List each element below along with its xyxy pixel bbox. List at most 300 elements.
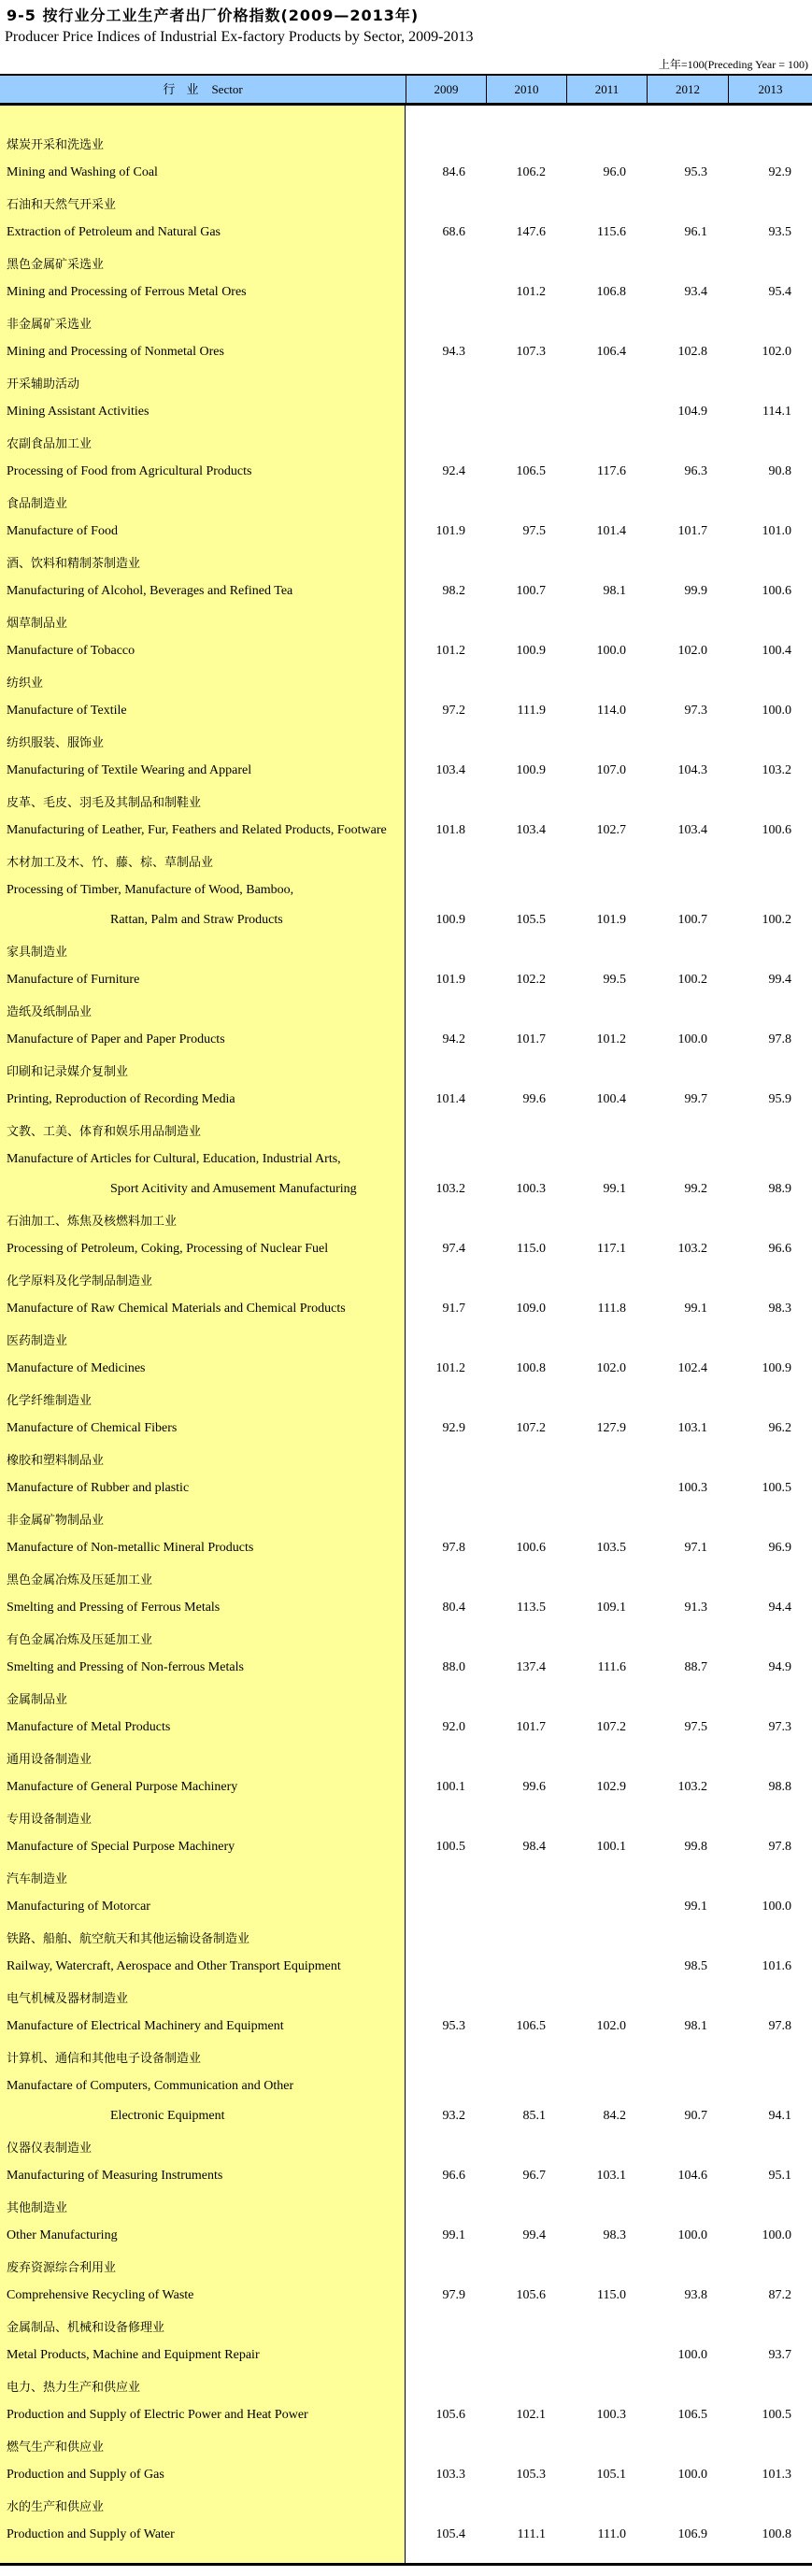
value-cell: 114.0 [597,704,626,718]
value-cell: 102.0 [596,1361,626,1375]
table-row-line [0,1743,812,1772]
sector-name-zh: 食品制造业 [7,496,68,511]
value-cell: 92.9 [768,165,791,179]
value-cell: 99.1 [684,1900,707,1914]
value-cell: 101.7 [516,1032,546,1046]
value-cell: 90.8 [768,464,791,478]
table-row-line [0,2012,812,2042]
value-cell: 98.8 [768,1780,791,1794]
value-cell: 105.6 [516,2288,546,2302]
table-row-line [0,427,812,457]
value-cell: 100.5 [762,1481,791,1495]
value-cell: 97.8 [768,1840,791,1854]
sector-name-en: Mining Assistant Activities [7,405,150,419]
value-cell: 102.0 [596,2019,626,2033]
value-cell: 117.6 [597,464,626,478]
value-cell: 99.1 [684,1302,707,1316]
table-row-line [0,1653,812,1683]
value-cell: 103.2 [677,1242,707,1256]
sector-name-zh: 仪器仪表制造业 [7,2141,93,2156]
value-cell: 103.2 [677,1780,707,1794]
sector-name-zh: 造纸及纸制品业 [7,1004,93,1019]
sector-name-en: Mining and Processing of Ferrous Metal Ores [7,285,247,299]
value-cell: 93.4 [684,285,707,299]
sector-name-zh: 电力、热力生产和供应业 [7,2380,141,2395]
value-cell: 105.3 [516,2468,546,2482]
table-row-line [0,1862,812,1892]
value-cell: 101.2 [516,285,546,299]
value-cell: 103.2 [435,1182,465,1196]
value-cell: 100.0 [677,2468,707,2482]
value-cell: 97.9 [442,2288,465,2302]
sector-name-zh: 汽车制造业 [7,1872,68,1886]
sector-name-en: Manufacture of Textile [7,704,127,718]
table-row-line [0,696,812,726]
value-cell: 103.1 [596,2169,626,2183]
value-cell: 103.5 [596,1541,626,1555]
value-cell: 100.3 [516,1182,546,1196]
table-row-line [0,1563,812,1593]
value-cell: 101.7 [677,524,707,538]
table-row-line [0,666,812,696]
table-row-line [0,1294,812,1324]
value-cell: 99.7 [684,1092,707,1106]
table-row-line [0,248,812,278]
value-cell: 100.5 [435,1840,465,1854]
value-cell: 91.3 [684,1601,707,1615]
table-row-line [0,278,812,307]
value-cell: 100.6 [762,823,791,837]
sector-name-zh: 水的生产和供应业 [7,2499,105,2514]
value-cell: 93.2 [442,2109,465,2123]
sector-name-en: Manufacture of Articles for Cultural, Education, Industrial Arts, [7,1152,341,1166]
value-cell: 100.5 [762,2408,791,2422]
value-cell: 98.1 [684,2019,707,2033]
ppi-table [0,74,812,2566]
value-cell: 92.9 [442,1421,465,1435]
value-cell: 111.1 [517,2527,546,2541]
value-cell: 96.3 [684,464,707,478]
value-cell: 106.5 [516,464,546,478]
value-cell: 100.1 [435,1780,465,1794]
value-cell: 100.7 [516,584,546,598]
table-row-line [0,1503,812,1533]
value-cell: 105.4 [435,2527,465,2541]
value-cell: 95.3 [442,2019,465,2033]
sector-name-en: Other Manufacturing [7,2228,118,2242]
value-cell: 101.4 [435,1092,465,1106]
table-row-line [0,2311,812,2341]
value-cell: 99.2 [684,1182,707,1196]
value-cell: 88.0 [442,1660,465,1674]
value-cell: 101.3 [762,2468,791,2482]
value-cell: 99.5 [603,973,626,987]
value-cell: 96.6 [442,2169,465,2183]
value-cell: 96.1 [684,225,707,239]
value-cell: 98.3 [603,2228,626,2242]
value-cell: 97.3 [684,704,707,718]
value-cell: 147.6 [516,225,546,239]
value-cell: 99.4 [768,973,791,987]
table-row-line [0,487,812,517]
value-cell: 98.5 [684,1959,707,1973]
value-cell: 100.6 [762,584,791,598]
sector-name-zh: 金属制品业 [7,1692,68,1707]
value-cell: 100.4 [762,644,791,658]
sector-name-en: Manufacture of Rubber and plastic [7,1481,190,1495]
value-cell: 97.2 [442,704,465,718]
table-row-line [0,935,812,965]
table-row-line [0,2520,812,2550]
value-cell: 100.9 [762,1361,791,1375]
table-row-line [0,1533,812,1563]
table-row-line [0,1145,812,1174]
table-row-line [0,2071,812,2101]
table-row-line [0,1772,812,1802]
value-cell: 103.1 [677,1421,707,1435]
value-cell: 85.1 [522,2109,546,2123]
table-row-line [0,158,812,188]
sector-name-en: Manufacture of Paper and Paper Products [7,1032,225,1046]
value-cell: 102.2 [516,973,546,987]
header-cell-year-2010: 2010 [486,76,566,103]
header-cell-year-2013: 2013 [728,76,812,103]
sector-name-en: Mining and Processing of Nonmetal Ores [7,345,224,359]
sector-name-en: Manufacture of Medicines [7,1361,146,1375]
value-cell: 117.1 [597,1242,626,1256]
table-row-line [0,1085,812,1115]
table-row-line [0,2370,812,2400]
table-row-line [0,1922,812,1952]
table-row-line [0,1444,812,1473]
page-title-zh: 9-5 按行业分工业生产者出厂价格指数(2009—2013年) [7,7,420,24]
value-cell: 91.7 [442,1302,465,1316]
value-cell: 84.2 [603,2109,626,2123]
sector-name-en: Manufacture of Food [7,524,118,538]
value-cell: 127.9 [596,1421,626,1435]
value-cell: 100.9 [435,913,465,927]
sector-name-zh: 化学原料及化学制品制造业 [7,1274,153,1288]
value-cell: 100.0 [762,704,791,718]
sector-name-zh: 木材加工及木、竹、藤、棕、草制品业 [7,855,214,870]
header-sector-zh: 行 业 [163,83,203,97]
value-cell: 98.4 [522,1840,546,1854]
value-cell: 100.8 [762,2527,791,2541]
value-cell: 98.9 [768,1182,791,1196]
table-row-line [0,1683,812,1713]
value-cell: 115.0 [517,1242,546,1256]
table-row-line [0,128,812,158]
value-cell: 103.2 [762,763,791,777]
value-cell: 99.6 [522,1092,546,1106]
sector-name-zh: 石油加工、炼焦及核燃料加工业 [7,1214,178,1229]
value-cell: 104.6 [677,2169,707,2183]
table-row-line [0,218,812,248]
value-cell: 101.2 [435,1361,465,1375]
table-row-line [0,367,812,397]
table-row-line [0,1234,812,1264]
value-cell: 111.0 [597,2527,626,2541]
table-row-line [0,1264,812,1294]
table-row-line [0,786,812,816]
sector-name-en: Manufacture of General Purpose Machinery [7,1780,238,1794]
value-cell: 92.4 [442,464,465,478]
value-cell: 87.2 [768,2288,791,2302]
table-row-line [0,2221,812,2251]
table-row-line [0,2101,812,2131]
value-cell: 94.3 [442,345,465,359]
value-cell: 111.6 [597,1660,626,1674]
sector-name-zh: 燃气生产和供应业 [7,2440,105,2455]
value-cell: 97.8 [442,1541,465,1555]
value-cell: 101.6 [762,1959,791,1973]
table-row-line [0,1324,812,1354]
sector-name-en: Smelting and Pressing of Ferrous Metals [7,1601,221,1615]
sector-name-en: Production and Supply of Electric Power and Heat Power [7,2408,308,2422]
sector-name-en: Electronic Equipment [110,2109,225,2123]
table-row-line [0,2430,812,2460]
value-cell: 99.8 [684,1840,707,1854]
sector-name-zh: 橡胶和塑料制品业 [7,1453,105,1468]
value-cell: 107.3 [516,345,546,359]
sector-name-en: Comprehensive Recycling of Waste [7,2288,194,2302]
sector-name-zh: 皮革、毛皮、羽毛及其制品和制鞋业 [7,795,202,810]
header-sector-en: Sector [211,82,243,96]
table-row-line [0,726,812,756]
sector-name-zh: 医药制造业 [7,1333,68,1348]
value-cell: 95.4 [768,285,791,299]
table-row-line [0,188,812,218]
value-cell: 100.6 [516,1541,546,1555]
table-row-line [0,1115,812,1145]
value-cell: 100.2 [677,973,707,987]
table-row-line [0,457,812,487]
value-cell: 100.3 [677,1481,707,1495]
value-cell: 102.7 [596,823,626,837]
table-row-line [0,1055,812,1085]
sector-name-en: Processing of Food from Agricultural Products [7,464,252,478]
table-row-line [0,1384,812,1414]
value-cell: 97.5 [522,524,546,538]
table-row-line [0,606,812,636]
value-cell: 107.2 [516,1421,546,1435]
value-cell: 84.6 [442,165,465,179]
value-cell: 114.1 [762,405,791,419]
sector-name-zh: 废弃资源综合利用业 [7,2260,117,2275]
value-cell: 100.9 [516,644,546,658]
value-cell: 100.0 [677,2228,707,2242]
value-cell: 107.0 [596,763,626,777]
value-cell: 100.4 [596,1092,626,1106]
value-cell: 99.9 [684,584,707,598]
value-cell: 93.8 [684,2288,707,2302]
value-cell: 95.1 [768,2169,791,2183]
sector-name-en: Railway, Watercraft, Aerospace and Other Transport Equipment [7,1959,341,1973]
sector-name-zh: 铁路、船舶、航空航天和其他运输设备制造业 [7,1931,250,1946]
table-row-line [0,2460,812,2490]
sector-name-zh: 非金属矿采选业 [7,317,93,332]
table-row-line [0,1832,812,1862]
value-cell: 106.8 [596,285,626,299]
table-row-line [0,307,812,337]
header-cell-year-2011: 2011 [566,76,647,103]
value-cell: 96.2 [768,1421,791,1435]
sector-name-zh: 黑色金属矿采选业 [7,257,105,272]
value-cell: 93.7 [768,2348,791,2362]
value-cell: 107.2 [596,1720,626,1734]
table-row-line [0,2251,812,2281]
sector-name-zh: 文教、工美、体育和娱乐用品制造业 [7,1124,202,1139]
sector-name-en: Rattan, Palm and Straw Products [110,913,283,927]
table-row-line [0,1593,812,1623]
sector-name-en: Manufacturing of Alcohol, Beverages and Refined Tea [7,584,293,598]
sector-name-en: Printing, Reproduction of Recording Media [7,1092,235,1106]
table-row-line [0,1802,812,1832]
value-cell: 103.4 [677,823,707,837]
sector-name-zh: 烟草制品业 [7,616,68,631]
value-cell: 97.8 [768,1032,791,1046]
value-cell: 105.1 [596,2468,626,2482]
header-cell-sector [0,76,406,103]
value-cell: 106.5 [677,2408,707,2422]
value-cell: 105.5 [516,913,546,927]
table-row-line [0,547,812,576]
value-cell: 100.0 [762,2228,791,2242]
value-cell: 113.5 [517,1601,546,1615]
value-cell: 101.4 [596,524,626,538]
value-cell: 109.1 [596,1601,626,1615]
table-row-line [0,995,812,1025]
sector-name-en: Manufacturing of Leather, Fur, Feathers and Related Products, Footware [7,823,387,837]
sector-name-en: Extraction of Petroleum and Natural Gas [7,225,221,239]
value-cell: 102.0 [762,345,791,359]
value-cell: 100.2 [762,913,791,927]
value-cell: 101.2 [435,644,465,658]
table-row-line [0,2400,812,2430]
value-cell: 101.7 [516,1720,546,1734]
value-cell: 115.0 [597,2288,626,2302]
table-row-line [0,1623,812,1653]
value-cell: 94.9 [768,1660,791,1674]
value-cell: 100.1 [596,1840,626,1854]
sector-name-zh: 纺织服装、服饰业 [7,735,105,750]
sector-name-zh: 计算机、通信和其他电子设备制造业 [7,2051,202,2066]
value-cell: 80.4 [442,1601,465,1615]
value-cell: 100.8 [516,1361,546,1375]
value-cell: 115.6 [597,225,626,239]
sector-name-en: Manufacture of Electrical Machinery and Equipment [7,2019,284,2033]
table-row-line [0,816,812,846]
table-row-line [0,337,812,367]
table-row-line [0,2131,812,2161]
table-row-line [0,636,812,666]
value-cell: 96.9 [768,1541,791,1555]
value-cell: 109.0 [516,1302,546,1316]
sector-name-en: Manufacturing of Motorcar [7,1900,150,1914]
value-cell: 103.4 [435,763,465,777]
sector-name-zh: 开采辅助活动 [7,377,80,391]
value-cell: 102.9 [596,1780,626,1794]
value-cell: 104.9 [677,405,707,419]
value-cell: 68.6 [442,225,465,239]
value-cell: 100.0 [596,644,626,658]
value-cell: 101.9 [435,973,465,987]
sector-name-zh: 印刷和记录媒介复制业 [7,1064,129,1079]
value-cell: 97.8 [768,2019,791,2033]
sector-name-zh: 专用设备制造业 [7,1812,93,1827]
table-row-line [0,2191,812,2221]
value-cell: 106.2 [516,165,546,179]
sector-name-zh: 家具制造业 [7,945,68,960]
sector-name-en: Manufacture of Chemical Fibers [7,1421,178,1435]
value-cell: 94.4 [768,1601,791,1615]
value-cell: 96.0 [603,165,626,179]
sector-name-en: Production and Supply of Gas [7,2468,164,2482]
value-cell: 105.6 [435,2408,465,2422]
value-cell: 96.6 [768,1242,791,1256]
sector-name-zh: 通用设备制造业 [7,1752,93,1767]
unit-note: 上年=100(Preceding Year = 100) [658,58,808,71]
table-row-line [0,1713,812,1743]
value-cell: 100.0 [677,1032,707,1046]
value-cell: 101.0 [762,524,791,538]
value-cell: 103.3 [435,2468,465,2482]
value-cell: 100.3 [596,2408,626,2422]
sector-name-en: Manufacture of Special Purpose Machinery [7,1840,235,1854]
value-cell: 100.9 [516,763,546,777]
sector-name-zh: 金属制品、机械和设备修理业 [7,2320,165,2335]
sector-name-en: Manufacture of Metal Products [7,1720,171,1734]
sector-name-en: Mining and Washing of Coal [7,165,158,179]
value-cell: 99.6 [522,1780,546,1794]
value-cell: 97.3 [768,1720,791,1734]
value-cell: 98.2 [442,584,465,598]
sector-name-zh: 化学纤维制造业 [7,1393,93,1408]
sector-name-en: Production and Supply of Water [7,2527,175,2541]
table-row-line [0,905,812,935]
sector-name-en: Manufacturing of Measuring Instruments [7,2169,223,2183]
sector-name-zh: 黑色金属冶炼及压延加工业 [7,1573,153,1587]
value-cell: 94.2 [442,1032,465,1046]
value-cell: 100.0 [762,1900,791,1914]
sector-name-en: Manufacture of Tobacco [7,644,135,658]
value-cell: 103.4 [516,823,546,837]
sector-name-en: Manufacture of Non-metallic Mineral Products [7,1541,254,1555]
value-cell: 100.7 [677,913,707,927]
value-cell: 98.3 [768,1302,791,1316]
table-header-row [0,76,812,106]
value-cell: 106.5 [516,2019,546,2033]
value-cell: 94.1 [768,2109,791,2123]
sector-name-zh: 有色金属冶炼及压延加工业 [7,1632,153,1647]
value-cell: 97.1 [684,1541,707,1555]
table-row-line [0,2042,812,2071]
table-row-line [0,1025,812,1055]
sector-name-zh: 纺织业 [7,676,44,690]
table-row-line [0,1414,812,1444]
table-row-line [0,756,812,786]
table-row-line [0,965,812,995]
sector-name-en: Manufactare of Computers, Communication and Other [7,2079,294,2093]
table-row-line [0,1892,812,1922]
value-cell: 106.4 [596,345,626,359]
table-row-line [0,1473,812,1503]
value-cell: 99.1 [442,2228,465,2242]
sector-name-zh: 非金属矿物制品业 [7,1513,105,1528]
table-row-line [0,875,812,905]
table-row-line [0,397,812,427]
table-row-line [0,846,812,875]
